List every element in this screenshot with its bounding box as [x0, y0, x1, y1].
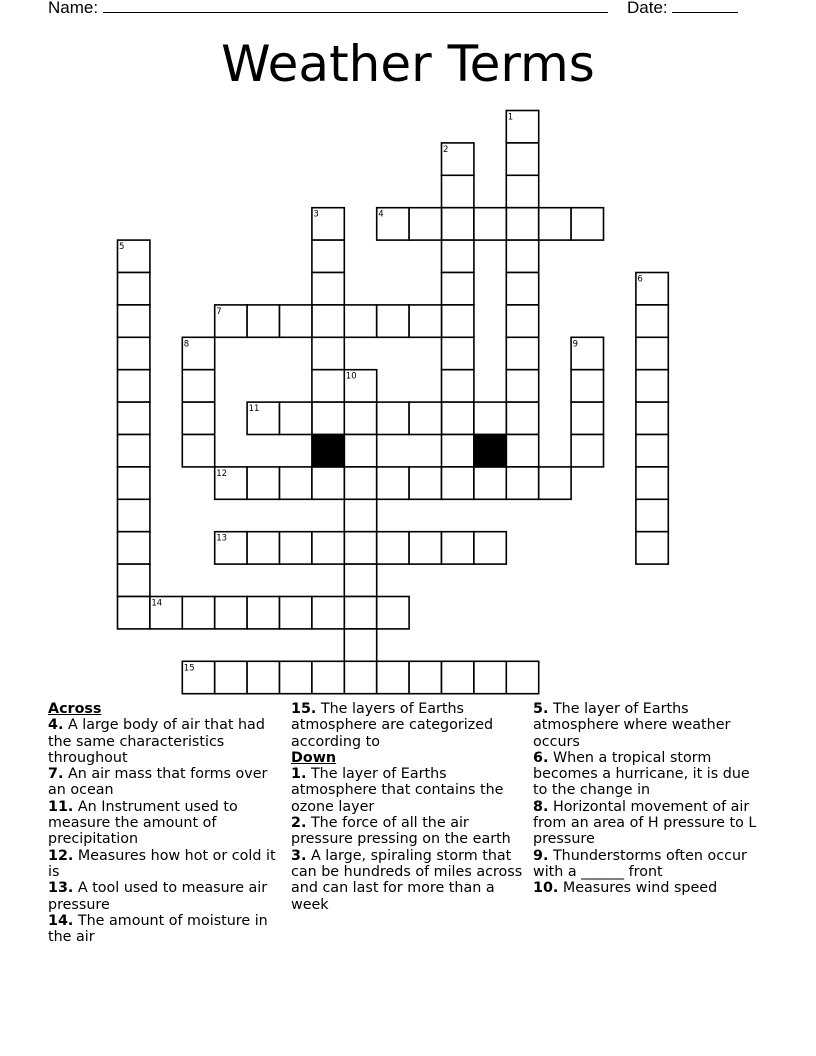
grid-cell[interactable]	[312, 661, 344, 693]
grid-cell[interactable]	[474, 467, 506, 499]
cell-number: 10	[345, 371, 357, 382]
grid-cell[interactable]	[215, 467, 247, 499]
grid-cell[interactable]	[506, 337, 538, 369]
clue-number: 13.	[48, 880, 74, 897]
grid-cell[interactable]	[215, 305, 247, 337]
grid-cell[interactable]	[118, 435, 150, 467]
cell-number: 2	[443, 144, 449, 155]
clue-across-12	[48, 848, 280, 881]
grid-cell[interactable]	[571, 337, 603, 369]
clue-text: Measures wind speed	[562, 880, 718, 897]
grid-cell[interactable]	[409, 661, 441, 693]
grid-cell[interactable]	[344, 629, 376, 661]
cell-number: 6	[637, 274, 643, 285]
clue-column-2	[291, 701, 523, 913]
grid-cell[interactable]	[118, 532, 150, 564]
grid-cell[interactable]	[506, 208, 538, 240]
grid-cell[interactable]	[636, 305, 668, 337]
clue-down-9	[533, 848, 765, 881]
grid-cell[interactable]	[150, 597, 182, 629]
clue-number: 10.	[533, 880, 559, 897]
grid-cell[interactable]	[636, 467, 668, 499]
clue-text: The amount of moisture in the air	[48, 912, 268, 946]
grid-cell[interactable]	[442, 273, 474, 305]
clue-number: 2.	[291, 815, 307, 832]
grid-cell[interactable]	[247, 402, 279, 434]
cell-number: 13	[216, 533, 228, 544]
grid-cell[interactable]	[377, 467, 409, 499]
clue-number: 6.	[533, 749, 549, 766]
grid-cell[interactable]	[118, 402, 150, 434]
clue-text: The force of all the air pressure pressing on the earth	[291, 815, 511, 848]
grid-cell[interactable]	[118, 240, 150, 272]
grid-cell[interactable]	[636, 273, 668, 305]
grid-cell[interactable]	[344, 435, 376, 467]
grid-cell[interactable]	[344, 597, 376, 629]
clue-number: 15.	[291, 701, 317, 717]
grid-cell[interactable]	[312, 597, 344, 629]
grid-cell[interactable]	[312, 273, 344, 305]
clue-down-1	[291, 766, 523, 815]
grid-cell[interactable]	[312, 305, 344, 337]
clue-across-15	[291, 701, 523, 750]
grid-cell[interactable]	[280, 661, 312, 693]
grid-cell[interactable]	[118, 337, 150, 369]
grid-cell[interactable]	[506, 175, 538, 207]
grid-cell[interactable]	[247, 467, 279, 499]
grid-cell[interactable]	[506, 273, 538, 305]
grid-cell[interactable]	[182, 402, 214, 434]
grid-cell[interactable]	[636, 402, 668, 434]
grid-cell[interactable]	[312, 402, 344, 434]
clue-column-3	[533, 701, 765, 897]
grid-cell[interactable]	[409, 532, 441, 564]
grid-cell[interactable]	[118, 597, 150, 629]
grid-cell[interactable]	[442, 370, 474, 402]
grid-cell[interactable]	[442, 337, 474, 369]
clue-text: When a tropical storm becomes a hurricane, it is due to the change in	[533, 749, 750, 799]
cell-number: 14	[151, 598, 163, 609]
grid-cell[interactable]	[474, 402, 506, 434]
name-blank[interactable]	[103, 0, 608, 13]
clue-text: The layer of Earths atmosphere where weather occurs	[533, 701, 731, 750]
grid-cell[interactable]	[442, 240, 474, 272]
grid-cell[interactable]	[118, 273, 150, 305]
grid-cell[interactable]	[409, 305, 441, 337]
date-field	[627, 0, 738, 19]
grid-cell[interactable]	[182, 661, 214, 693]
clue-column-1	[48, 701, 280, 945]
cell-number: 15	[183, 663, 195, 674]
grid-cell[interactable]	[344, 564, 376, 596]
clue-number: 4.	[48, 717, 64, 734]
grid-cell[interactable]	[571, 370, 603, 402]
clue-text: An Instrument used to measure the amount of precipitation	[48, 798, 238, 848]
clue-number: 14.	[48, 912, 74, 929]
grid-cell[interactable]	[377, 208, 409, 240]
grid-cell[interactable]	[312, 532, 344, 564]
clue-text: A large, spiraling storm that can be hundreds of miles across and can last for more than a week	[291, 847, 523, 913]
grid-cell[interactable]	[182, 597, 214, 629]
grid-cell[interactable]	[118, 564, 150, 596]
grid-cell[interactable]	[409, 208, 441, 240]
clue-across-14	[48, 913, 280, 946]
grid-cell[interactable]	[571, 402, 603, 434]
grid-cell[interactable]	[506, 467, 538, 499]
grid-cell[interactable]	[442, 532, 474, 564]
grid-cell[interactable]	[280, 597, 312, 629]
grid-cell[interactable]	[539, 208, 571, 240]
clue-number: 11.	[48, 798, 74, 815]
clue-number: 7.	[48, 766, 64, 783]
grid-cell[interactable]	[571, 435, 603, 467]
cell-number: 1	[507, 112, 514, 123]
grid-cell[interactable]	[377, 305, 409, 337]
grid-cell[interactable]	[182, 370, 214, 402]
cell-number: 12	[216, 468, 228, 479]
grid-cell[interactable]	[344, 499, 376, 531]
grid-cell[interactable]	[506, 661, 538, 693]
clue-number: 1.	[291, 766, 307, 783]
date-blank[interactable]	[672, 0, 738, 13]
black-cell	[474, 435, 506, 467]
grid-cell[interactable]	[280, 402, 312, 434]
grid-cell[interactable]	[118, 305, 150, 337]
grid-cell[interactable]	[312, 208, 344, 240]
clue-down-3	[291, 848, 523, 913]
grid-cell[interactable]	[344, 532, 376, 564]
clue-number: 9.	[533, 847, 549, 864]
clue-text: A large body of air that had the same characteristics throughout	[48, 717, 265, 766]
grid-cell[interactable]	[442, 305, 474, 337]
grid-cell[interactable]	[474, 661, 506, 693]
grid-cell[interactable]	[344, 370, 376, 402]
grid-cell[interactable]	[247, 661, 279, 693]
cell-number: 8	[183, 339, 190, 350]
clue-down-2	[291, 815, 523, 848]
grid-cell[interactable]	[474, 208, 506, 240]
clue-text: Horizontal movement of air from an area of H pressure to L pressure	[533, 798, 757, 848]
cell-number: 11	[248, 404, 260, 415]
grid-cell[interactable]	[636, 337, 668, 369]
grid-cell[interactable]	[442, 661, 474, 693]
clue-text: Measures how hot or cold it is	[48, 847, 276, 880]
cell-number: 9	[572, 339, 579, 350]
grid-cell[interactable]	[506, 435, 538, 467]
down-heading: Down	[291, 749, 337, 766]
grid-cell[interactable]	[312, 240, 344, 272]
grid-cell[interactable]	[344, 402, 376, 434]
date-label: Date:	[627, 0, 668, 17]
grid-cell[interactable]	[636, 499, 668, 531]
grid-cell[interactable]	[636, 370, 668, 402]
grid-cell[interactable]	[506, 111, 538, 143]
grid-cell[interactable]	[280, 467, 312, 499]
grid-cell[interactable]	[312, 467, 344, 499]
clue-down-6	[533, 750, 765, 799]
grid-cell[interactable]	[442, 435, 474, 467]
grid-cell[interactable]	[182, 337, 214, 369]
clue-text: An air mass that forms over an ocean	[48, 766, 268, 799]
grid-cell[interactable]	[247, 305, 279, 337]
clue-down-5	[533, 701, 765, 750]
name-label: Name:	[48, 0, 99, 17]
grid-cell[interactable]	[247, 532, 279, 564]
grid-cell[interactable]	[409, 402, 441, 434]
grid-cell[interactable]	[442, 143, 474, 175]
grid-cell[interactable]	[377, 532, 409, 564]
grid-cell[interactable]	[506, 370, 538, 402]
clue-number: 3.	[291, 847, 307, 864]
grid-cell[interactable]	[215, 532, 247, 564]
grid-cell[interactable]	[280, 305, 312, 337]
grid-cell[interactable]	[377, 661, 409, 693]
grid-cell[interactable]	[636, 532, 668, 564]
grid-cell[interactable]	[409, 467, 441, 499]
cell-number: 3	[313, 209, 319, 220]
cell-number: 7	[216, 306, 222, 317]
grid-cell[interactable]	[118, 499, 150, 531]
name-field	[48, 0, 608, 19]
grid-cell[interactable]	[377, 597, 409, 629]
grid-cell[interactable]	[442, 175, 474, 207]
clue-text: The layer of Earths atmosphere that contains the ozone layer	[291, 766, 504, 815]
grid-cell[interactable]	[571, 208, 603, 240]
grid-cell[interactable]	[442, 467, 474, 499]
clue-number: 12.	[48, 847, 74, 864]
clue-across-13	[48, 880, 280, 913]
grid-cell[interactable]	[506, 143, 538, 175]
clue-down-8	[533, 799, 765, 848]
clue-text: A tool used to measure air pressure	[48, 880, 268, 913]
grid-cell[interactable]	[280, 532, 312, 564]
grid-cell[interactable]	[377, 402, 409, 434]
across-heading: Across	[48, 701, 102, 717]
clue-text: The layers of Earths atmosphere are categorized according to	[291, 701, 494, 750]
clue-across-11	[48, 799, 280, 848]
grid-cell[interactable]	[442, 402, 474, 434]
clue-text: Thunderstorms often occur with a ______ front	[533, 847, 747, 880]
grid-cell[interactable]	[442, 208, 474, 240]
grid-cell[interactable]	[474, 532, 506, 564]
clue-number: 8.	[533, 798, 549, 815]
grid-cell[interactable]	[215, 661, 247, 693]
black-cell	[312, 435, 344, 467]
grid-cell[interactable]	[344, 467, 376, 499]
grid-cell[interactable]	[506, 240, 538, 272]
grid-cell[interactable]	[182, 435, 214, 467]
grid-cell[interactable]	[506, 402, 538, 434]
grid-cell[interactable]	[344, 661, 376, 693]
grid-cell[interactable]	[344, 305, 376, 337]
grid-cell[interactable]	[312, 337, 344, 369]
grid-cell[interactable]	[312, 370, 344, 402]
clue-number: 5.	[533, 701, 549, 717]
grid-cell[interactable]	[118, 370, 150, 402]
page-title: Weather Terms	[221, 35, 595, 93]
clue-across-7	[48, 766, 280, 799]
clue-down-10	[533, 880, 765, 896]
grid-cell[interactable]	[118, 467, 150, 499]
grid-cell[interactable]	[506, 305, 538, 337]
grid-cell[interactable]	[215, 597, 247, 629]
clue-across-4	[48, 717, 280, 766]
cell-number: 4	[378, 209, 384, 220]
grid-cell[interactable]	[539, 467, 571, 499]
grid-cell[interactable]	[247, 597, 279, 629]
grid-cell[interactable]	[636, 435, 668, 467]
cell-number: 5	[119, 242, 125, 253]
